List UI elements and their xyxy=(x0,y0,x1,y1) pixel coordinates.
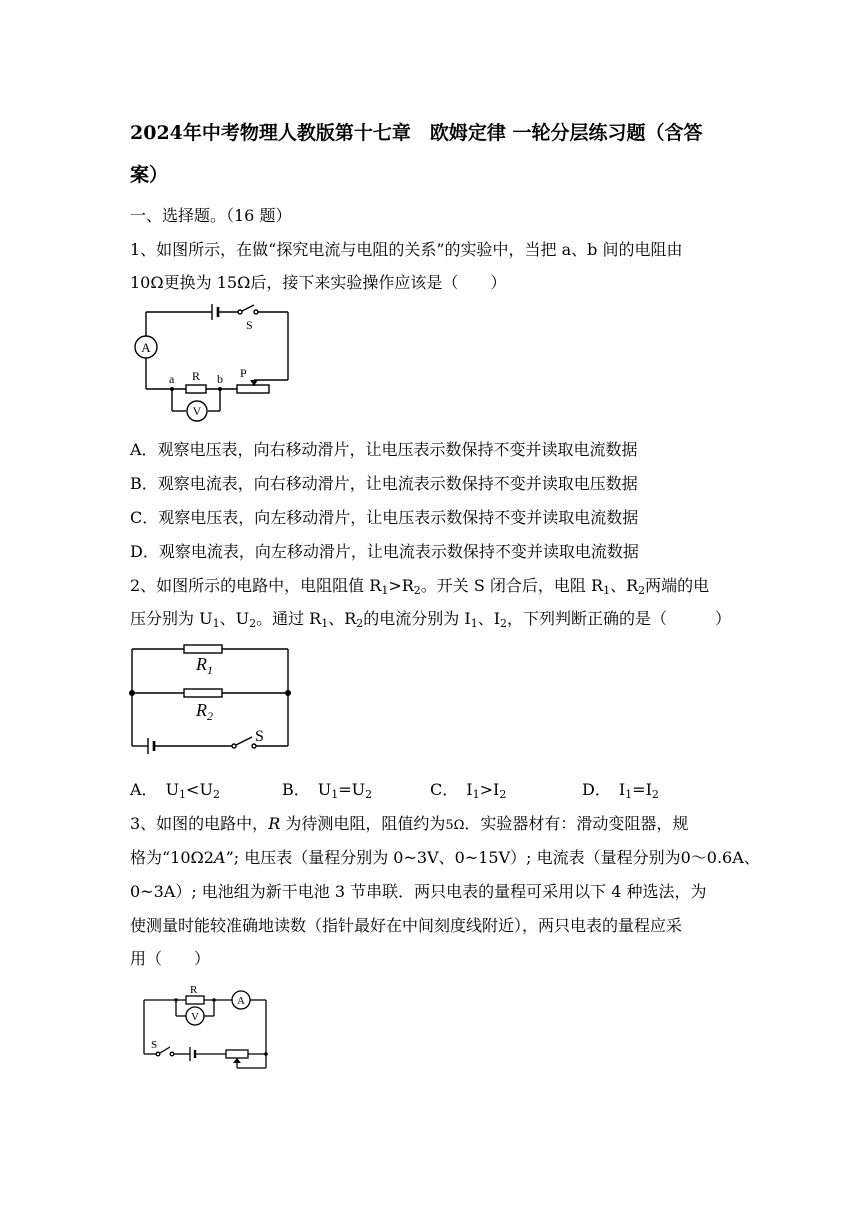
q1-circuit-diagram xyxy=(128,298,298,428)
q2-option-a: A． $U_1<U_2$ xyxy=(130,780,220,801)
q3-text-line1: 3、如图的电路中，R 为待测电阻，阻值约为5Ω．实验器材有：滑动变阻器，规 xyxy=(130,814,689,833)
q2-text-line1: 2、如图所示的电路中，电阻阻值 $R_1>R_2$。开关 S 闭合后，电阻 $R_1$、$R_2$两端的电 xyxy=(130,576,710,597)
doc-title-line2: 案） xyxy=(130,164,169,186)
q2-option-b: B． $U_1=U_2$ xyxy=(282,780,373,801)
q2-r2-label: $R_2$ xyxy=(196,700,213,723)
q1-ammeter-label: A xyxy=(141,340,151,355)
q2-r1-label: $R_1$ xyxy=(196,654,213,677)
q2-switch-label: S xyxy=(255,728,264,745)
q1-option-d: D．观察电流表，向左移动滑片，让电流表示数保持不变并读取电流数据 xyxy=(130,542,639,561)
q1-option-a: A．观察电压表，向右移动滑片，让电压表示数保持不变并读取电流数据 xyxy=(130,440,638,459)
q1-point-b-label: b xyxy=(217,372,223,386)
q1-option-b: B．观察电流表，向右移动滑片，让电流表示数保持不变并读取电压数据 xyxy=(130,474,638,493)
q3-text-line5: 用（ ） xyxy=(130,949,211,968)
q2-circuit-diagram xyxy=(126,640,296,755)
q3-resistor-label: R xyxy=(190,984,198,996)
q1-voltmeter-label: V xyxy=(192,404,202,418)
q1-point-a-label: a xyxy=(169,372,175,386)
q2-option-c: C． $I_1>I_2$ xyxy=(430,780,507,801)
doc-title-line1: 2024年中考物理人教版第十七章 欧姆定律 一轮分层练习题（含答 xyxy=(130,122,703,144)
q3-circuit-diagram xyxy=(138,982,273,1074)
section-heading: 一、选择题。（16 题） xyxy=(130,206,292,225)
q1-text-line2: 10Ω更换为 15Ω后，接下来实验操作应该是（ ） xyxy=(130,273,507,292)
q1-option-c: C．观察电压表，向左移动滑片，让电压表示数保持不变并读取电流数据 xyxy=(130,508,639,527)
q1-text-line1: 1、如图所示，在做“探究电流与电阻的关系”的实验中，当把 a、b 间的电阻由 xyxy=(130,240,683,259)
q3-text-line4: 使测量时能较准确地读数（指针最好在中间刻度线附近），两只电表的量程应采 xyxy=(130,916,683,935)
q1-resistor-label: R xyxy=(192,369,201,383)
q3-voltmeter-label: V xyxy=(191,1011,199,1023)
q3-switch-label: S xyxy=(151,1039,158,1051)
q3-text-line3: 0~3A）; 电池组为新干电池 3 节串联．两只电表的量程可采用以下 4 种选法，为 xyxy=(130,882,707,901)
q1-slider-label: P xyxy=(240,366,247,380)
q2-text-line2: 压分别为 $U_1$、$U_2$。通过 $R_1$、$R_2$的电流分别为 $I_1$、$I_2$，下列判断正确的是（ ） xyxy=(130,609,732,630)
q3-ammeter-label: A xyxy=(237,995,245,1007)
q1-switch-label: S xyxy=(246,318,253,332)
q3-text-line2: 格为“10Ω2A”; 电压表（量程分别为 0~3V、0~15V）; 电流表（量程分别为0～0.6A、 xyxy=(130,848,760,867)
q2-option-d: D． $I_1=I_2$ xyxy=(582,780,659,801)
